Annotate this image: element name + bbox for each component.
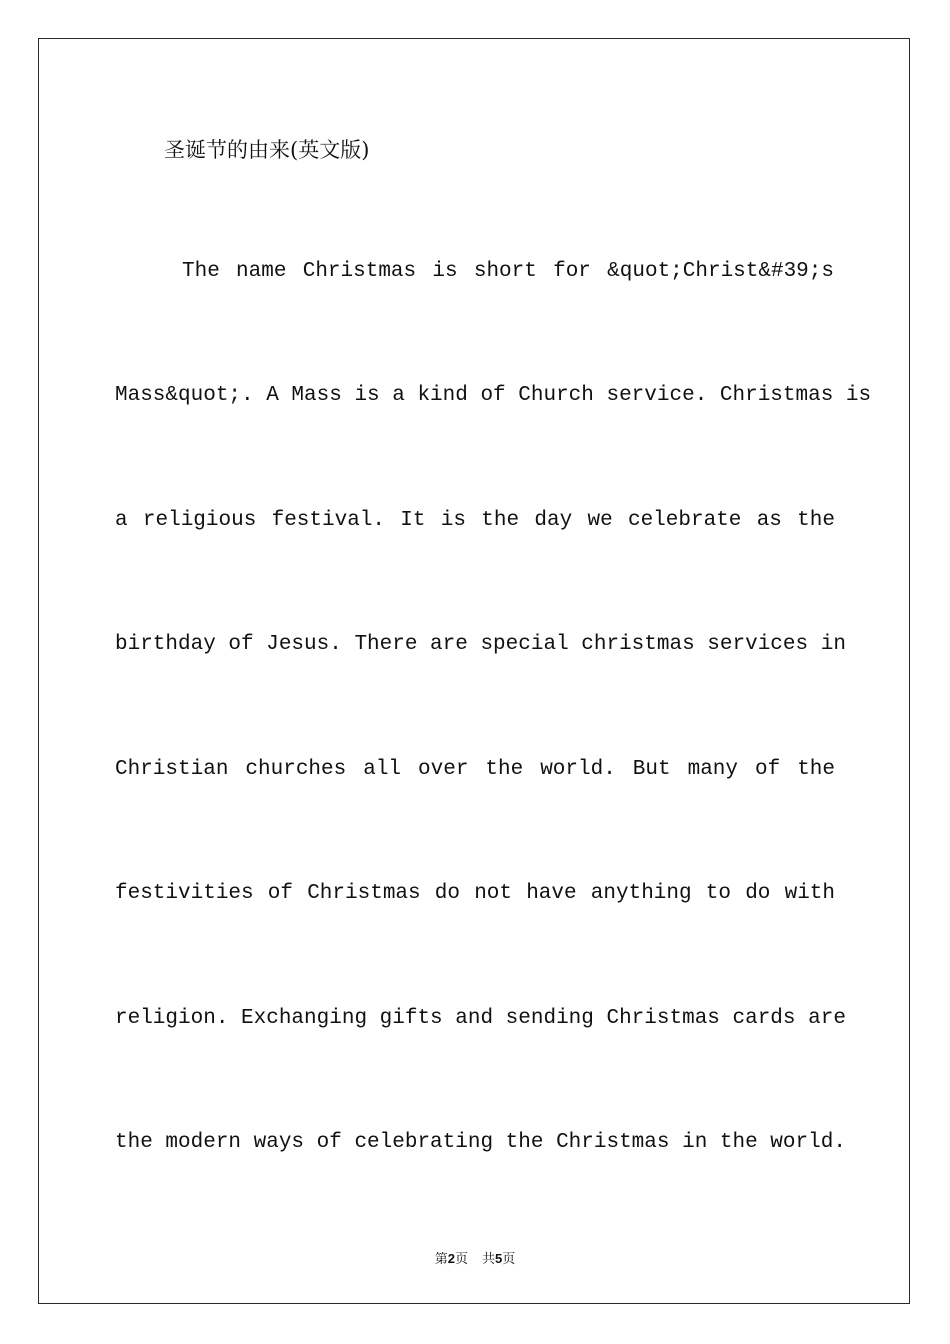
footer-total-suffix: 页 bbox=[502, 1252, 516, 1267]
page-footer bbox=[0, 1248, 950, 1267]
paragraph-line-4: birthday of Jesus. There are special christmas services in bbox=[115, 633, 846, 656]
footer-page-prefix: 第 bbox=[434, 1252, 448, 1267]
paragraph-line-1: The name Christmas is short for &quot;Christ&#39;s bbox=[182, 260, 834, 283]
page-frame bbox=[38, 38, 910, 1304]
footer-page-number: 2 bbox=[447, 1251, 455, 1266]
document-title: 圣诞节的由来(英文版) bbox=[164, 138, 370, 162]
paragraph-line-3: a religious festival. It is the day we celebrate as the bbox=[115, 509, 835, 532]
paragraph-line-5: Christian churches all over the world. But many of the bbox=[115, 758, 835, 781]
paragraph-line-7: religion. Exchanging gifts and sending Christmas cards are bbox=[115, 1007, 846, 1030]
footer-total-prefix: 共 bbox=[482, 1252, 496, 1267]
paragraph-line-6: festivities of Christmas do not have anything to do with bbox=[115, 882, 835, 905]
footer-total-pages: 5 bbox=[495, 1251, 503, 1266]
paragraph-line-2: Mass&quot;. A Mass is a kind of Church service. Christmas is bbox=[115, 384, 872, 407]
footer-page-suffix: 页 bbox=[454, 1252, 468, 1267]
paragraph-line-8: the modern ways of celebrating the Christmas in the world. bbox=[115, 1131, 846, 1154]
